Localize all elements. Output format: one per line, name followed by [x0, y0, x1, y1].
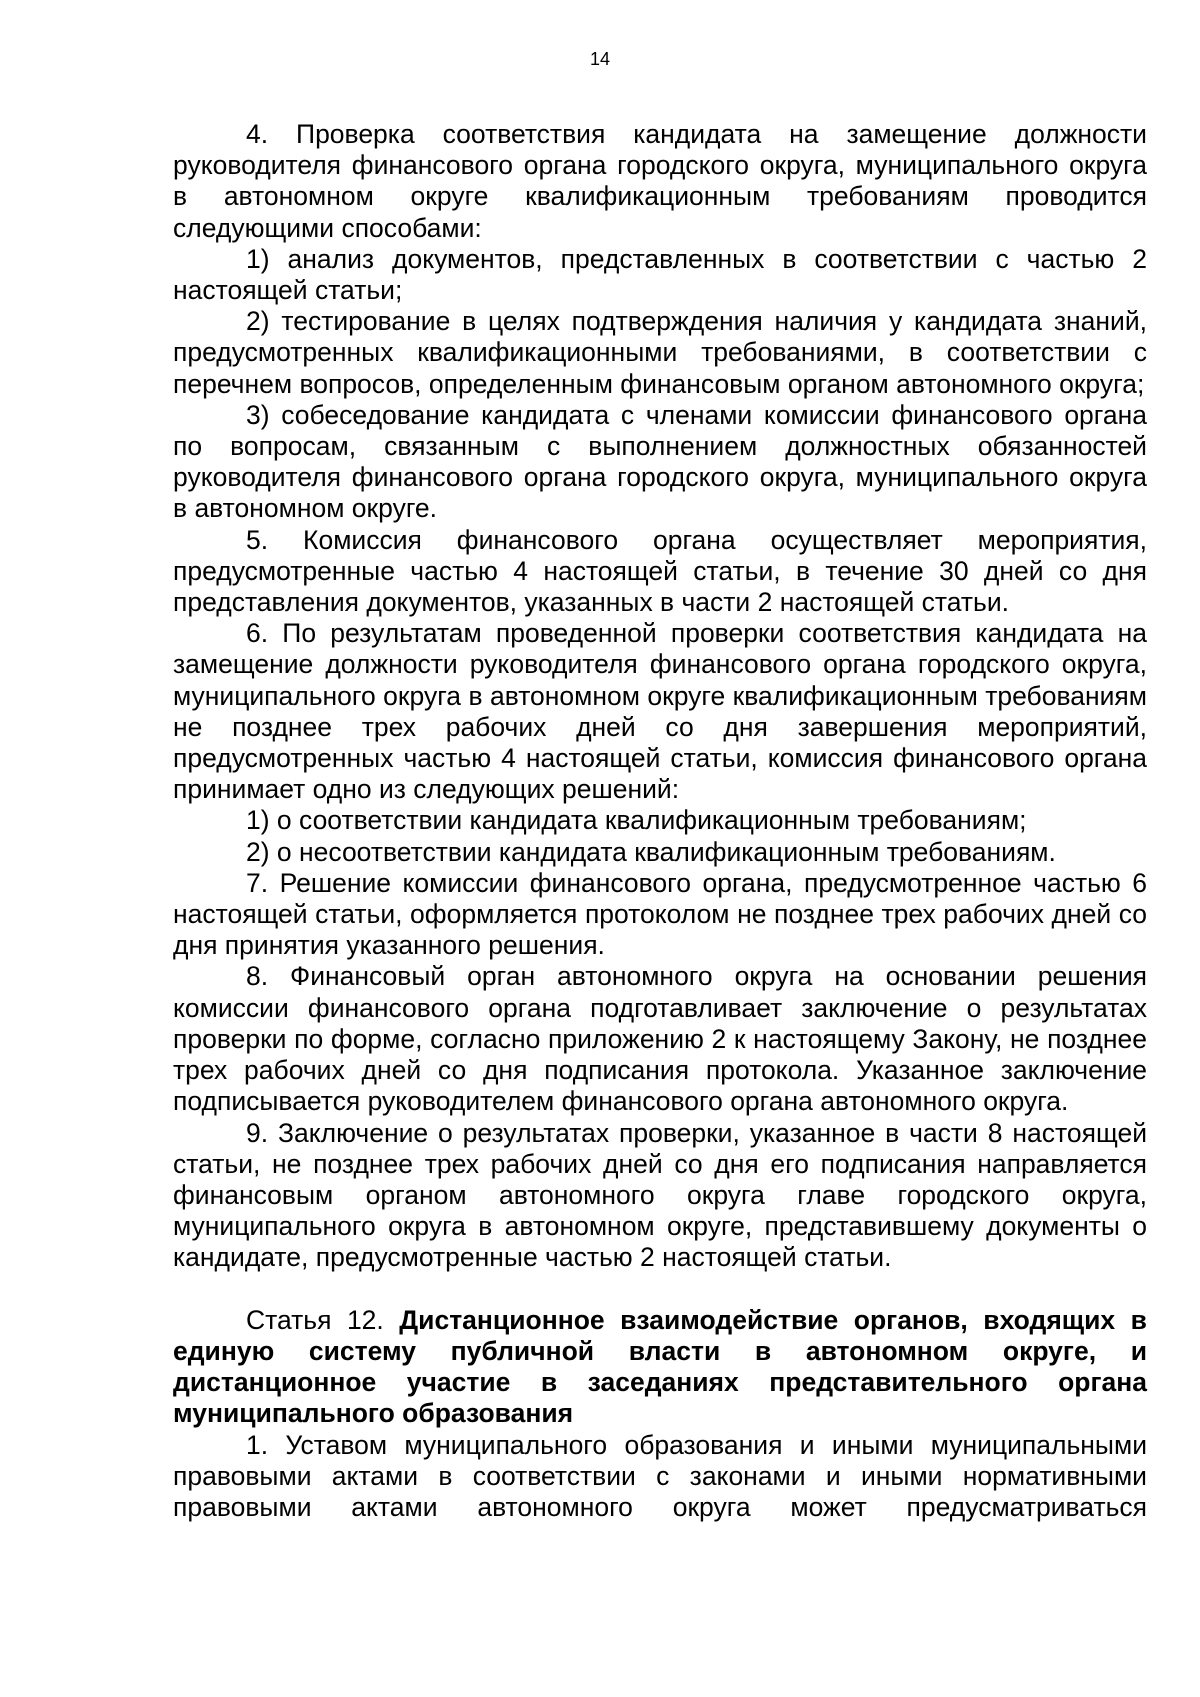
paragraph-6-item-2: 2) о несоответствии кандидата квалификационным требованиям. [246, 836, 1056, 867]
article-label: Статья 12. [246, 1304, 384, 1335]
paragraph-4-item-3: 3) собеседование кандидата с членами комиссии финансового органа по вопросам, связанным с выполнением должностных обязанностей руководителя финансового органа городского округа, муниципального округа в автономном округе. [173, 399, 1147, 524]
paragraph-4-item-2: 2) тестирование в целях подтверждения наличия у кандидата знаний, предусмотренных квалификационными требованиями, в соответствии с перечнем вопросов, определенным финансовым органом автономного округа; [173, 306, 1147, 399]
document-body [173, 119, 1147, 1523]
paragraph-4-item-1: 1) анализ документов, представленных в соответствии с частью 2 настоящей статьи; [173, 243, 1147, 306]
article-title: Дистанционное взаимодействие органов, входящих в единую систему публичной власти в автономном округе, и дистанционное участие в заседаниях представительного органа муниципального образования [173, 1304, 1147, 1429]
paragraph-4: 4. Проверка соответствия кандидата на замещение должности руководителя финансового органа городского округа, муниципального округа в автономном округе квалификационным требованиям проводится следующими способами: [173, 119, 1147, 243]
paragraph-6-item-1: 1) о соответствии кандидата квалификационным требованиям; [246, 805, 1027, 836]
paragraph-8: 8. Финансовый орган автономного округа на основании решения комиссии финансового органа подготавливает заключение о результатах проверки по форме, согласно приложению 2 к настоящему Закону, не позднее трех рабочих дней со дня подписания протокола. Указанное заключение подписывается руководителем финансового органа автономного округа. [173, 961, 1147, 1117]
page-number: 14 [589, 49, 611, 69]
article-heading [173, 1305, 1147, 1430]
article-paragraph-1: 1. Уставом муниципального образования и иными муниципальными правовыми актами в соответствии с законами и иными нормативными правовыми актами автономного округа может предусматриваться [173, 1429, 1147, 1522]
paragraph-6: 6. По результатам проведенной проверки соответствия кандидата на замещение должности руководителя финансового органа городского округа, муниципального округа в автономном округе квалификационным требованиям не позднее трех рабочих дней со дня завершения мероприятий, предусмотренных частью 4 настоящей статьи, комиссия финансового органа принимает одно из следующих решений: [173, 618, 1147, 805]
paragraph-7: 7. Решение комиссии финансового органа, предусмотренное частью 6 настоящей статьи, оформляется протоколом не позднее трех рабочих дней со дня принятия указанного решения. [173, 867, 1147, 961]
paragraph-9: 9. Заключение о результатах проверки, указанное в части 8 настоящей статьи, не позднее трех рабочих дней со дня его подписания направляется финансовым органом автономного округа главе городского округа, муниципального округа в автономном округе, представившему документы о кандидате, предусмотренные частью 2 настоящей статьи. [173, 1117, 1147, 1273]
paragraph-5: 5. Комиссия финансового органа осуществляет мероприятия, предусмотренные частью 4 настоящей статьи, в течение 30 дней со дня представления документов, указанных в части 2 настоящей статьи. [173, 524, 1147, 618]
